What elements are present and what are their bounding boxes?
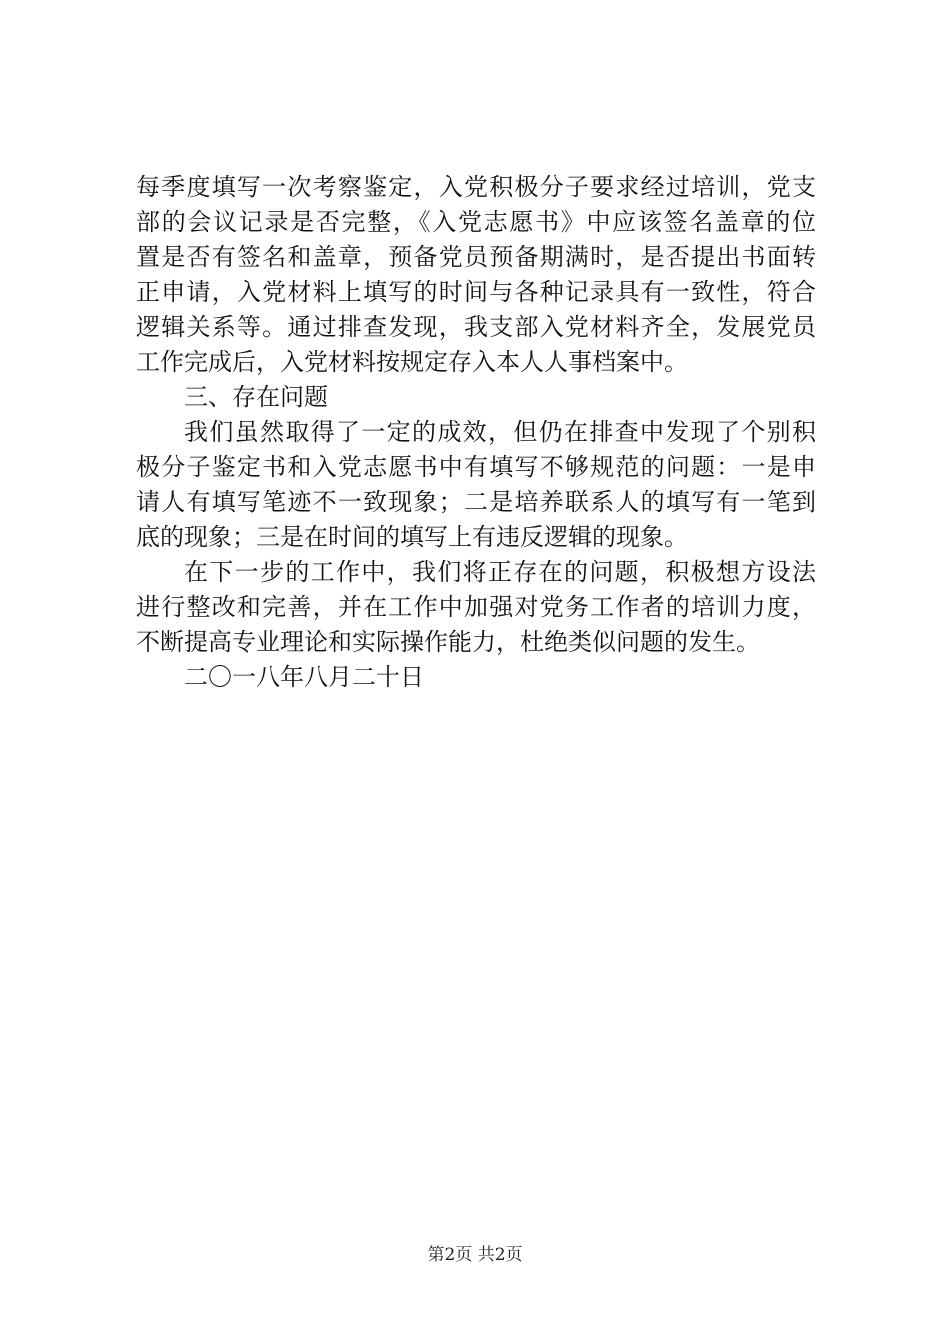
body-line-14: 不断提高专业理论和实际操作能力，杜绝类似问题的发生。 [136, 628, 760, 656]
body-line-12: 在下一步的工作中，我们将正存在的问题，积极想方设法 [184, 558, 816, 586]
body-line-6: 工作完成后，入党材料按规定存入本人人事档案中。 [136, 348, 688, 376]
document-date: 二〇一八年八月二十日 [184, 663, 424, 691]
body-line-2: 部的会议记录是否完整，《入党志愿书》中应该签名盖章的位 [136, 208, 816, 236]
body-line-13: 进行整改和完善，并在工作中加强对党务工作者的培训力度， [136, 593, 816, 621]
section-heading: 三、存在问题 [184, 383, 328, 411]
body-line-1: 每季度填写一次考察鉴定，入党积极分子要求经过培训，党支 [136, 173, 816, 201]
body-line-8: 我们虽然取得了一定的成效，但仍在排查中发现了个别积 [184, 418, 816, 446]
body-line-10: 请人有填写笔迹不一致现象；二是培养联系人的填写有一笔到 [136, 488, 816, 516]
page-number-footer: 第2页 共2页 [427, 1245, 523, 1265]
body-line-11: 底的现象；三是在时间的填写上有违反逻辑的现象。 [136, 523, 688, 551]
body-line-3: 置是否有签名和盖章，预备党员预备期满时，是否提出书面转 [136, 243, 816, 271]
body-line-5: 逻辑关系等。通过排查发现，我支部入党材料齐全，发展党员 [136, 313, 816, 341]
body-line-4: 正申请，入党材料上填写的时间与各种记录具有一致性，符合 [136, 278, 816, 306]
body-line-9: 极分子鉴定书和入党志愿书中有填写不够规范的问题：一是申 [136, 453, 816, 481]
